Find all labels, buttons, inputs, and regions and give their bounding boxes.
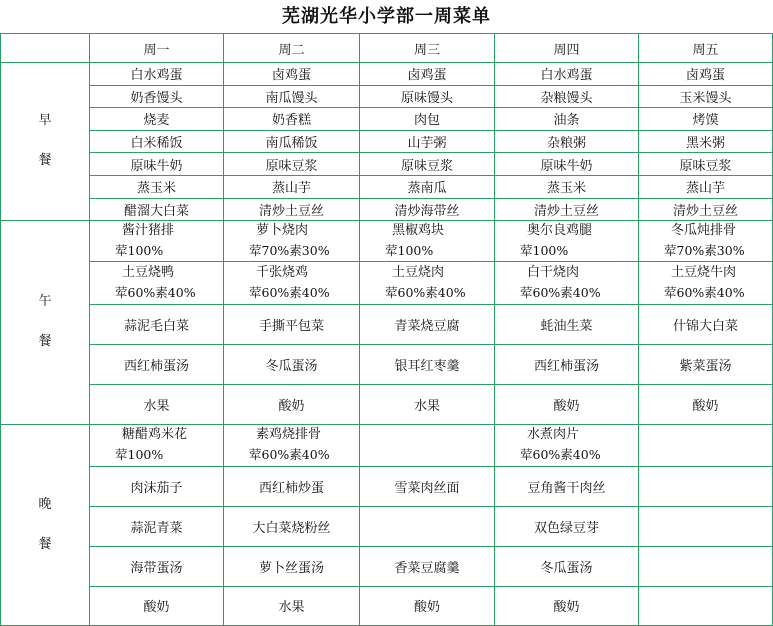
dinner-row (1, 466, 773, 506)
breakfast-row (1, 130, 773, 153)
breakfast-row (1, 153, 773, 176)
dish-cell: 蒸山芋 (224, 175, 360, 198)
dish-cell: 酸奶 (224, 384, 360, 424)
dish-cell (639, 261, 773, 304)
dish-cell (639, 546, 773, 586)
dish-cell: 原味豆浆 (224, 153, 360, 176)
meal-label-char: 餐 (38, 536, 52, 552)
meat-veg-ratio: 荤100% (385, 242, 434, 258)
dish-cell: 蒜泥青菜 (90, 506, 224, 546)
menu-title: 芜湖光华小学部一周菜单 (282, 6, 491, 27)
meal-label-char: 晚 (38, 496, 52, 512)
day-header: 周三 (360, 34, 495, 63)
dish-cell: 黑米粥 (639, 130, 773, 153)
corner-cell (1, 34, 90, 63)
dish-cell (224, 424, 360, 466)
dish-cell: 西红柿蛋汤 (90, 344, 224, 384)
dish-cell: 酸奶 (90, 586, 224, 625)
dish-cell: 萝卜丝蛋汤 (224, 546, 360, 586)
dish-cell (224, 220, 360, 261)
dish-cell: 卤鸡蛋 (224, 63, 360, 86)
dish-cell (90, 424, 224, 466)
dish-cell: 冬瓜蛋汤 (224, 344, 360, 384)
weekday-header-row (1, 34, 773, 63)
dish-cell: 南瓜馒头 (224, 85, 360, 108)
meat-veg-ratio: 荤60%素40% (520, 447, 601, 463)
meat-veg-ratio: 荤100% (115, 242, 164, 258)
dish-cell (495, 261, 639, 304)
dish-cell: 原味牛奶 (90, 153, 224, 176)
dish-cell: 清炒土豆丝 (495, 198, 639, 220)
lunch-row (1, 220, 773, 261)
dish-cell: 紫菜蛋汤 (639, 344, 773, 384)
meat-veg-ratio: 荤60%素40% (520, 284, 601, 300)
dish-cell: 水果 (360, 384, 495, 424)
dinner-row (1, 586, 773, 625)
dish-cell: 白水鸡蛋 (90, 63, 224, 86)
dish-cell: 蒸玉米 (495, 175, 639, 198)
dish-cell: 清炒土豆丝 (224, 198, 360, 220)
dish-cell: 手撕平包菜 (224, 304, 360, 344)
dish-name: 土豆烧牛肉 (671, 264, 737, 280)
breakfast-row (1, 85, 773, 108)
day-header: 周五 (639, 34, 773, 63)
dish-cell: 水果 (224, 586, 360, 625)
dish-name: 萝卜烧肉 (256, 222, 309, 238)
dish-name: 酱汁猪排 (122, 222, 175, 238)
dish-name: 奥尔良鸡腿 (527, 222, 593, 238)
dish-cell (360, 506, 495, 546)
dish-cell: 酸奶 (639, 384, 773, 424)
dish-cell: 清炒土豆丝 (639, 198, 773, 220)
dish-name: 白干烧肉 (527, 264, 580, 280)
dish-name: 土豆烧鸭 (122, 264, 175, 280)
lunch-row (1, 261, 773, 304)
dish-cell: 蚝油生菜 (495, 304, 639, 344)
weekly-menu-table (0, 33, 773, 626)
meal-label-char: 餐 (38, 153, 52, 169)
dish-cell: 蒸玉米 (90, 175, 224, 198)
dish-cell (639, 466, 773, 506)
dish-name: 冬瓜炖排骨 (671, 222, 737, 238)
dish-cell: 卤鸡蛋 (360, 63, 495, 86)
dish-cell: 卤鸡蛋 (639, 63, 773, 86)
dish-cell (90, 261, 224, 304)
dish-cell: 蒸山芋 (639, 175, 773, 198)
dish-cell: 大白菜烧粉丝 (224, 506, 360, 546)
dish-cell: 清炒海带丝 (360, 198, 495, 220)
meat-veg-ratio: 荤60%素40% (115, 284, 196, 300)
dish-cell: 什锦大白菜 (639, 304, 773, 344)
lunch-label (1, 220, 90, 424)
dish-cell (639, 506, 773, 546)
dish-cell: 青菜烧豆腐 (360, 304, 495, 344)
meat-veg-ratio: 荤60%素40% (664, 284, 745, 300)
dish-cell: 玉米馒头 (639, 85, 773, 108)
dinner-row (1, 424, 773, 466)
dish-cell: 烧麦 (90, 108, 224, 131)
day-header: 周二 (224, 34, 360, 63)
dish-cell: 西红柿炒蛋 (224, 466, 360, 506)
lunch-row (1, 344, 773, 384)
dish-cell: 豆角酱干肉丝 (495, 466, 639, 506)
dish-cell: 奶香糕 (224, 108, 360, 131)
dish-cell: 水果 (90, 384, 224, 424)
meal-label-char: 早 (38, 113, 52, 129)
meat-veg-ratio: 荤60%素40% (385, 284, 466, 300)
lunch-row (1, 384, 773, 424)
meat-veg-ratio: 荤60%素40% (249, 447, 330, 463)
breakfast-row (1, 198, 773, 220)
day-header: 周一 (90, 34, 224, 63)
breakfast-row (1, 108, 773, 131)
dish-cell: 双色绿豆芽 (495, 506, 639, 546)
meat-veg-ratio: 荤70%素30% (664, 242, 745, 258)
dish-cell: 酸奶 (360, 586, 495, 625)
breakfast-row (1, 175, 773, 198)
dinner-label (1, 424, 90, 625)
dish-cell (360, 261, 495, 304)
dish-cell: 酸奶 (495, 586, 639, 625)
dish-cell (639, 424, 773, 466)
dish-cell: 烤馍 (639, 108, 773, 131)
dish-name: 土豆烧肉 (392, 264, 445, 280)
dish-cell: 杂粮粥 (495, 130, 639, 153)
dish-name: 水煮肉片 (527, 427, 580, 443)
dish-cell: 酸奶 (495, 384, 639, 424)
dish-cell (495, 220, 639, 261)
meat-veg-ratio: 荤100% (520, 242, 569, 258)
dish-cell (360, 220, 495, 261)
dish-cell: 香菜豆腐羹 (360, 546, 495, 586)
dish-cell: 西红柿蛋汤 (495, 344, 639, 384)
dinner-row (1, 506, 773, 546)
dish-cell: 原味豆浆 (639, 153, 773, 176)
dish-cell (90, 220, 224, 261)
dish-cell: 白水鸡蛋 (495, 63, 639, 86)
dish-cell: 蒜泥毛白菜 (90, 304, 224, 344)
dish-name: 黑椒鸡块 (392, 222, 445, 238)
dish-name: 千张烧鸡 (256, 264, 309, 280)
dish-cell: 雪菜肉丝面 (360, 466, 495, 506)
dish-cell: 银耳红枣羹 (360, 344, 495, 384)
dish-cell: 白米稀饭 (90, 130, 224, 153)
dish-cell: 海带蛋汤 (90, 546, 224, 586)
day-header: 周四 (495, 34, 639, 63)
dish-cell: 奶香馒头 (90, 85, 224, 108)
dish-cell: 原味牛奶 (495, 153, 639, 176)
dish-cell: 肉沫茄子 (90, 466, 224, 506)
meal-label-char: 午 (38, 294, 52, 310)
dish-cell: 杂粮馒头 (495, 85, 639, 108)
dish-cell (495, 424, 639, 466)
dish-cell: 山芋粥 (360, 130, 495, 153)
lunch-row (1, 304, 773, 344)
dish-cell (224, 261, 360, 304)
dinner-row (1, 546, 773, 586)
dish-cell: 醋溜大白菜 (90, 198, 224, 220)
dish-cell: 原味馒头 (360, 85, 495, 108)
dish-cell: 原味豆浆 (360, 153, 495, 176)
dish-cell: 油条 (495, 108, 639, 131)
dish-cell: 南瓜稀饭 (224, 130, 360, 153)
dish-cell: 冬瓜蛋汤 (495, 546, 639, 586)
dish-cell: 肉包 (360, 108, 495, 131)
meat-veg-ratio: 荤60%素40% (249, 284, 330, 300)
dish-name: 糖醋鸡米花 (122, 427, 188, 443)
dish-cell: 蒸南瓜 (360, 175, 495, 198)
dish-cell (639, 586, 773, 625)
dish-cell (360, 424, 495, 466)
breakfast-row (1, 63, 773, 86)
dish-name: 素鸡烧排骨 (256, 427, 322, 443)
meat-veg-ratio: 荤100% (115, 447, 164, 463)
meal-label-char: 餐 (38, 334, 52, 350)
meat-veg-ratio: 荤70%素30% (249, 242, 330, 258)
dish-cell (639, 220, 773, 261)
breakfast-label (1, 63, 90, 221)
